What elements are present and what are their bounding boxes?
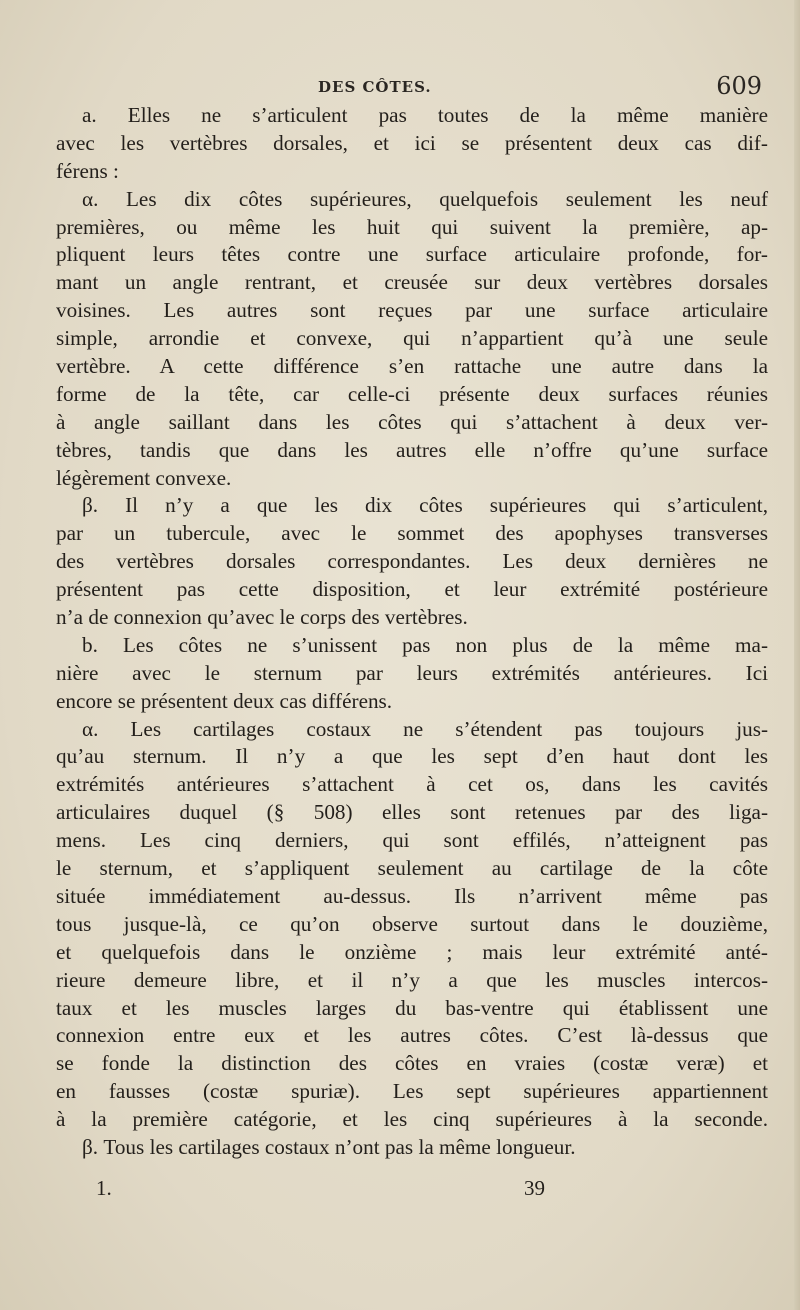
- text-line: mant un angle rentrant, et creusée sur deux vertèbres dorsales: [56, 270, 768, 295]
- text-line: nière avec le sternum par leurs extrémités antérieures. Ici: [56, 660, 768, 685]
- page-header: [0, 72, 800, 102]
- text-line: en fausses (costæ spuriæ). Les sept supérieures appartiennent: [56, 1079, 768, 1104]
- text-line: légèrement convexe.: [56, 465, 232, 490]
- text-line: située immédiatement au-dessus. Ils n’arrivent même pas: [56, 883, 768, 908]
- text-line: et quelquefois dans le onzième ; mais leur extrémité anté-: [56, 939, 768, 964]
- running-title: DES CÔTES.: [318, 78, 432, 96]
- text-line: pliquent leurs têtes contre une surface articulaire profonde, for-: [56, 242, 768, 267]
- text-line: férens :: [56, 158, 119, 183]
- text-line: connexion entre eux et les autres côtes. C’est là-dessus que: [56, 1023, 768, 1048]
- text-line: à la première catégorie, et les cinq supérieures à la seconde.: [56, 1107, 768, 1132]
- signature-number: 39: [524, 1176, 545, 1200]
- text-line: articulaires duquel (§ 508) elles sont retenues par des liga-: [56, 800, 768, 825]
- text-line: avec les vertèbres dorsales, et ici se présentent deux cas dif-: [56, 130, 768, 155]
- signature-mark: 1.: [96, 1176, 112, 1200]
- text-line: β. Tous les cartilages costaux n’ont pas la même longueur.: [82, 1134, 576, 1159]
- page-number: 609: [716, 72, 762, 100]
- page-footer: [0, 1176, 800, 1206]
- text-line: α. Les dix côtes supérieures, quelquefois seulement les neuf: [82, 186, 768, 211]
- text-line: extrémités antérieures s’attachent à cet os, dans les cavités: [56, 772, 768, 797]
- text-line: se fonde la distinction des côtes en vraies (costæ veræ) et: [56, 1051, 768, 1076]
- text-line: premières, ou même les huit qui suivent la première, ap-: [56, 214, 768, 239]
- text-line: à angle saillant dans les côtes qui s’attachent à deux ver-: [56, 409, 768, 434]
- text-line: taux et les muscles larges du bas-ventre qui établissent une: [56, 995, 768, 1020]
- text-line: β. Il n’y a que les dix côtes supérieures qui s’articulent,: [82, 493, 768, 518]
- body-text: [56, 102, 768, 1162]
- text-line: tous jusque-là, ce qu’on observe surtout dans le douzième,: [56, 911, 768, 936]
- text-line: simple, arrondie et convexe, qui n’appartient qu’à une seule: [56, 326, 768, 351]
- text-line: tèbres, tandis que dans les autres elle n’offre qu’une surface: [56, 437, 768, 462]
- text-line: voisines. Les autres sont reçues par une surface articulaire: [56, 298, 768, 323]
- text-line: mens. Les cinq derniers, qui sont effilés, n’atteignent pas: [56, 828, 768, 853]
- text-line: le sternum, et s’appliquent seulement au cartilage de la côte: [56, 856, 768, 881]
- text-line: par un tubercule, avec le sommet des apophyses transverses: [56, 521, 768, 546]
- text-line: a. Elles ne s’articulent pas toutes de la même manière: [82, 103, 768, 127]
- text-line: encore se présentent deux cas différens.: [56, 688, 393, 713]
- text-line: forme de la tête, car celle-ci présente deux surfaces réunies: [56, 381, 768, 406]
- page-edge: [794, 0, 800, 1310]
- text-line: vertèbre. A cette différence s’en rattache une autre dans la: [56, 354, 768, 379]
- text-line: qu’au sternum. Il n’y a que les sept d’en haut dont les: [56, 744, 768, 769]
- text-line: présentent pas cette disposition, et leur extrémité postérieure: [56, 577, 768, 602]
- text-line: α. Les cartilages costaux ne s’étendent pas toujours jus-: [82, 716, 768, 741]
- text-line: des vertèbres dorsales correspondantes. Les deux dernières ne: [56, 549, 768, 574]
- text-line: rieure demeure libre, et il n’y a que les muscles intercos-: [56, 967, 768, 992]
- text-line: n’a de connexion qu’avec le corps des vertèbres.: [56, 605, 468, 630]
- text-line: b. Les côtes ne s’unissent pas non plus de la même ma-: [82, 632, 768, 657]
